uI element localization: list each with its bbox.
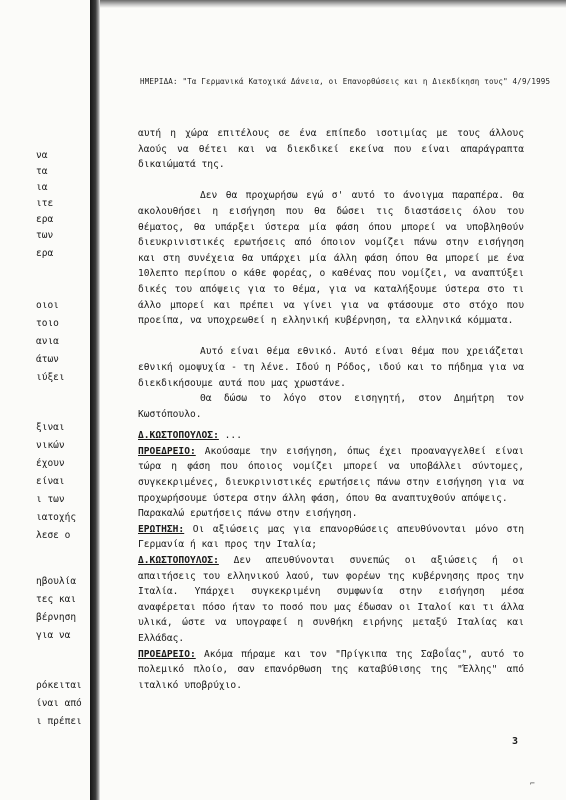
speaker-name: Δ.ΚΩΣΤΟΠΟΥΛΟΣ:: [138, 555, 219, 567]
left-fragment: τα: [36, 166, 48, 177]
left-fragment: ερα: [36, 248, 54, 259]
speaker-name: Δ.ΚΩΣΤΟΠΟΥΛΟΣ:: [138, 430, 219, 442]
paragraph-gap: [138, 329, 524, 345]
dialogue-turn: [138, 553, 524, 647]
left-fragment: να: [36, 150, 48, 161]
left-fragment: για να: [36, 630, 71, 641]
dialogue-turn: [138, 428, 524, 444]
left-fragment: άτων: [36, 354, 59, 365]
left-fragment: βέρνηση: [36, 612, 77, 623]
transcript-body: [138, 126, 524, 693]
left-fragment: ανια: [36, 336, 59, 347]
paragraph: Θα δώσω το λόγο στον εισηγητή, στον Δημήτρη τον Κωστόπουλο.: [138, 393, 524, 420]
paragraph-gap: [138, 173, 524, 189]
left-fragment: λεσε ο: [36, 530, 71, 541]
dialogue-turn: [138, 647, 524, 694]
left-fragment: ια: [36, 182, 48, 193]
left-fragment: των: [36, 230, 54, 241]
left-fragment: ηβουλία: [36, 576, 77, 587]
dialogue-turn: [138, 522, 524, 553]
page-number: 3: [512, 736, 519, 747]
paragraph: Αυτό είναι θέμα εθνικό. Αυτό είναι θέμα που χρειάζεται εθνική ομοψυχία - τη λένε. Ιδού η Ρόδος, ιδού και το πήδημα για να διεκδικήσουμε αυτά που μας χρωστάνε.: [138, 346, 524, 389]
previous-page-fragments: [0, 0, 88, 800]
left-fragment: τοιο: [36, 318, 59, 329]
left-fragment: ερα: [36, 214, 54, 225]
running-header: ΗΜΕΡΙΔΑ: "Τα Γερμανικά Κατοχικά Δάνεια, οι Επανορθώσεις και η Διεκδίκηση τους" 4/9/1995: [140, 77, 551, 86]
left-fragment: ι πρέπει: [36, 716, 82, 727]
left-fragment: ίναι από: [36, 698, 82, 709]
left-fragment: ιτε: [36, 198, 54, 209]
speech-text: Οι αξιώσεις μας για επανορθώσεις απευθύνονται μόνο στη Γερμανία ή και προς την Ιταλία;: [138, 523, 524, 551]
left-fragment: ιύξει: [36, 372, 65, 383]
speech-text: Ακούσαμε την εισήγηση, όπως έχει προαναγγελθεί είναι τώρα η φάση που όποιος νομίζει μπορεί να υποβάλλει σύντομες, συγκεκριμένες, διευκρινιστικές ερωτήσεις πάνω στην εισήγηση για να προχωρήσουμε ύστερα στην άλλη φάση, όπου θα αναπτυχθούν απόψεις.: [138, 445, 524, 504]
left-fragment: ρόκειται: [36, 680, 82, 691]
left-fragment: είναι: [36, 476, 65, 487]
left-fragment: ι των: [36, 494, 65, 505]
speech-text: Ακόμα πήραμε και τον "Πρίγκιπα της Σαβοΐας", αυτό το πολεμικό πλοίο, σαν επανόρθωση της καταβύθισης της "Έλλης" από ιταλικό υποβρύχιο.: [138, 648, 524, 691]
speech-text: ...: [218, 430, 242, 442]
left-fragment: νικών: [36, 440, 65, 451]
scan-smudge: ⌐: [530, 779, 535, 788]
scan-top-shadow: [90, 0, 566, 8]
speech-text: Δεν απευθύνονται συνεπώς οι αξιώσεις ή οι απαιτήσεις του ελληνικού λαού, των φορέων της κυβέρνησης προς την Ιταλία. Υπάρχει συγκεκριμένη συμφωνία στην εισήγηση μέσα αναφέρεται πόσο ήταν το ποσό που μας έδωσαν οι Ιταλοί και τι άλλα υλικά, ώστε να υπογραφεί η συνθήκη ειρήνης μεταξύ Ιταλίας και Ελλάδας.: [138, 555, 524, 644]
dialogue-turn: [138, 444, 524, 506]
paragraph: αυτή η χώρα επιτέλους σε ένα επίπεδο ισοτιμίας με τους άλλους λαούς να θέτει και να διεκδικεί εκείνα που είναι απαράγραπτα δικαιώματά της.: [138, 128, 524, 171]
speaker-name: ΠΡΟΕΔΡΕΙΟ:: [138, 648, 196, 660]
left-fragment: τες και: [36, 594, 77, 605]
speaker-name: ΠΡΟΕΔΡΕΙΟ:: [138, 445, 196, 457]
book-spine-shadow: [90, 0, 100, 800]
left-fragment: έχουν: [36, 458, 65, 469]
paragraph: Παρακαλώ ερωτήσεις πάνω στην εισήγηση.: [138, 508, 358, 520]
left-fragment: ιατοχής: [36, 512, 77, 523]
left-fragment: οιοι: [36, 300, 59, 311]
left-fragment: ξιναι: [36, 422, 65, 433]
speaker-name: ΕΡΩΤΗΣΗ:: [138, 523, 185, 535]
paragraph: Δεν θα προχωρήσω εγώ σ' αυτό το άνοιγμα παραπέρα. Θα ακολουθήσει η εισήγηση που θα δώσει τις διαστάσεις όλου του θέματος, θα υπάρξει ύστερα μία φάση όπου μπορεί να υποβληθούν διευκρινιστικές ερωτήσεις από όποιον νομίζει πάνω στην εισήγηση και στη συνέχεια θα υπάρχει μία άλλη φάση όπου θα μπορεί με ένα 10λεπτο περίπου ο κάθε φορέας, ο καθένας που νομίζει, να αναπτύξει δικές του απόψεις για το θέμα, για να καταλήξουμε ύστερα στο τι άλλο μπορεί και πρέπει να γίνει για να φτάσουμε στο στόχο που προείπα, να υποχρεωθεί η ελληνική κυβέρνηση, τα ελληνικά κόμματα.: [138, 190, 524, 327]
